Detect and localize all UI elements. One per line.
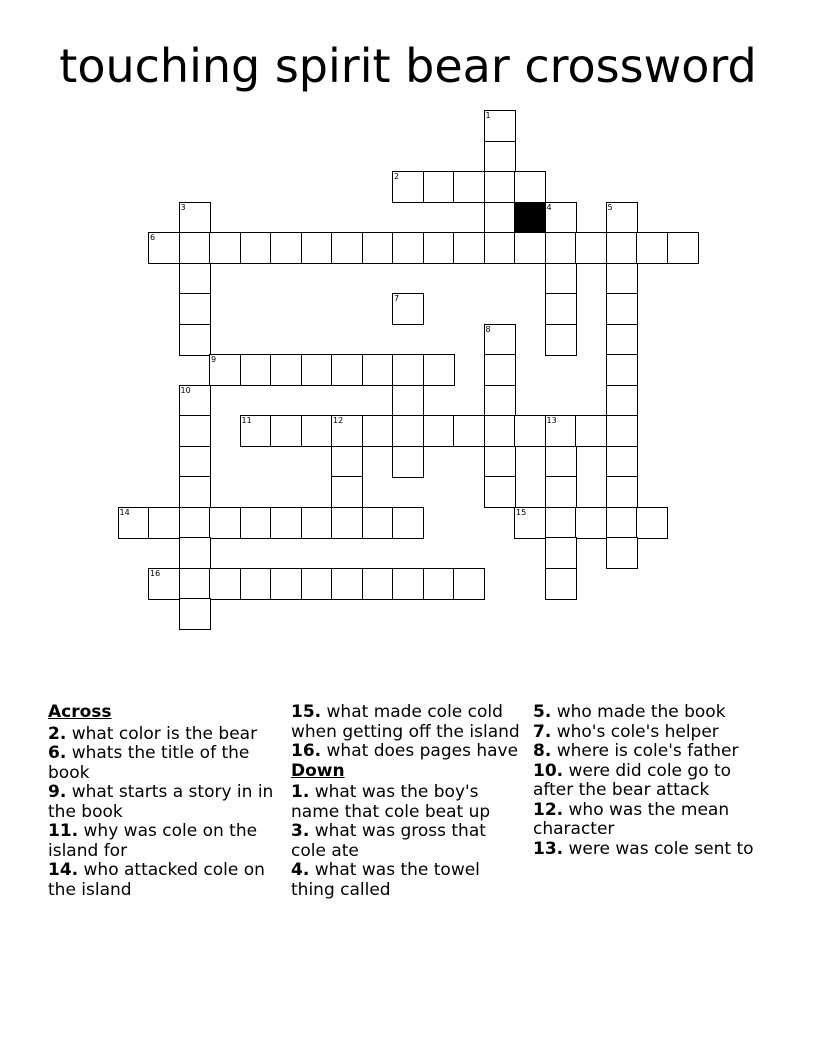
grid-cell[interactable] bbox=[484, 202, 516, 234]
clue-item bbox=[291, 783, 521, 822]
grid-cell[interactable] bbox=[148, 507, 180, 539]
grid-cell[interactable] bbox=[301, 232, 333, 264]
clue-text: what color is the bear bbox=[71, 723, 258, 744]
grid-cell[interactable] bbox=[423, 568, 455, 600]
grid-cell[interactable] bbox=[514, 232, 546, 264]
clue-number-label: 8. bbox=[533, 741, 552, 761]
clue-number-label: 14. bbox=[48, 860, 79, 880]
grid-cell[interactable] bbox=[423, 171, 455, 203]
grid-cell[interactable] bbox=[453, 232, 485, 264]
clue-number-label: 9. bbox=[48, 782, 67, 802]
grid-cell[interactable] bbox=[240, 568, 272, 600]
grid-cell[interactable] bbox=[301, 507, 333, 539]
clue-number: 8 bbox=[485, 324, 491, 334]
clue-number-label: 3. bbox=[291, 821, 310, 841]
grid-cell[interactable] bbox=[606, 446, 638, 478]
grid-cell[interactable] bbox=[179, 263, 211, 295]
grid-cell[interactable] bbox=[270, 354, 302, 386]
grid-cell[interactable] bbox=[362, 354, 394, 386]
clue-number-label: 13. bbox=[533, 838, 564, 859]
clue-item bbox=[533, 742, 773, 762]
grid-cell[interactable] bbox=[545, 324, 577, 356]
grid-cell[interactable] bbox=[270, 568, 302, 600]
grid-cell[interactable] bbox=[301, 354, 333, 386]
clue-number: 7 bbox=[394, 294, 400, 303]
grid-cell[interactable] bbox=[240, 415, 272, 447]
grid-cell[interactable] bbox=[545, 232, 577, 264]
grid-cell[interactable] bbox=[606, 293, 638, 325]
grid-cell[interactable] bbox=[423, 354, 455, 386]
clue-number-label: 11. bbox=[48, 821, 79, 841]
grid-cell[interactable] bbox=[423, 232, 455, 264]
clue-text: were did cole go to after the bear attack bbox=[533, 760, 732, 800]
clue-number-label: 12. bbox=[533, 799, 564, 820]
grid-cell[interactable] bbox=[209, 354, 241, 386]
grid-cell[interactable] bbox=[362, 232, 394, 264]
clue-number: 1 bbox=[485, 111, 491, 120]
grid-cell[interactable] bbox=[453, 171, 485, 203]
clue-number: 5 bbox=[607, 202, 613, 212]
grid-cell[interactable] bbox=[667, 232, 699, 264]
grid-cell[interactable] bbox=[453, 568, 485, 600]
grid-cell[interactable] bbox=[179, 293, 211, 325]
grid-cell[interactable] bbox=[362, 507, 394, 539]
grid-cell[interactable] bbox=[636, 507, 668, 539]
clue-number: 13 bbox=[546, 416, 557, 425]
grid-cell[interactable] bbox=[240, 507, 272, 539]
grid-cell[interactable] bbox=[270, 415, 302, 447]
grid-cell[interactable] bbox=[179, 598, 211, 630]
grid-cell[interactable] bbox=[545, 446, 577, 478]
grid-cell[interactable] bbox=[301, 415, 333, 447]
grid-cell[interactable] bbox=[179, 537, 211, 569]
grid-cell[interactable] bbox=[179, 507, 211, 539]
grid-cell[interactable] bbox=[484, 141, 516, 173]
clue-item bbox=[291, 822, 521, 861]
clue-number: 14 bbox=[119, 507, 130, 517]
grid-cell[interactable] bbox=[514, 415, 546, 447]
grid-cell[interactable] bbox=[453, 415, 485, 447]
clue-number-label: 15. bbox=[291, 702, 322, 722]
clue-text: who was the mean character bbox=[533, 799, 730, 839]
grid-cell[interactable] bbox=[545, 507, 577, 539]
grid-cell[interactable] bbox=[545, 293, 577, 325]
clue-item bbox=[533, 723, 773, 743]
clue-item bbox=[533, 703, 773, 723]
clue-number: 6 bbox=[150, 233, 156, 242]
grid-cell[interactable] bbox=[209, 568, 241, 600]
grid-cell[interactable] bbox=[484, 415, 516, 447]
grid-cell[interactable] bbox=[209, 232, 241, 264]
grid-cell[interactable] bbox=[514, 507, 546, 539]
grid-cell[interactable] bbox=[301, 568, 333, 600]
clue-number-label: 10. bbox=[533, 760, 564, 781]
grid-cell[interactable] bbox=[423, 415, 455, 447]
grid-cell[interactable] bbox=[392, 415, 424, 447]
clue-item bbox=[533, 801, 773, 840]
grid-cell[interactable] bbox=[392, 385, 424, 417]
clue-column-3 bbox=[533, 703, 773, 859]
grid-cell[interactable] bbox=[179, 568, 211, 600]
clue-text: were was cole sent to bbox=[568, 838, 754, 859]
grid-cell-blocked bbox=[514, 202, 546, 234]
page-title: touching spirit bear crossword bbox=[59, 39, 757, 93]
grid-cell[interactable] bbox=[392, 293, 424, 325]
clue-text: what was the boy's name that cole beat up bbox=[291, 782, 491, 822]
grid-cell[interactable] bbox=[484, 232, 516, 264]
grid-cell[interactable] bbox=[362, 415, 394, 447]
grid-cell[interactable] bbox=[545, 263, 577, 295]
grid-cell[interactable] bbox=[545, 568, 577, 600]
grid-cell[interactable] bbox=[606, 263, 638, 295]
grid-cell[interactable] bbox=[179, 232, 211, 264]
clue-number-label: 7. bbox=[533, 721, 552, 742]
grid-cell[interactable] bbox=[331, 446, 363, 478]
grid-cell[interactable] bbox=[636, 232, 668, 264]
clue-text: what starts a story in in the book bbox=[48, 782, 274, 822]
clue-number: 9 bbox=[211, 355, 217, 364]
grid-cell[interactable] bbox=[331, 415, 363, 447]
grid-cell[interactable] bbox=[392, 507, 424, 539]
clue-item bbox=[291, 861, 521, 900]
section-heading: Down bbox=[291, 760, 345, 781]
grid-cell[interactable] bbox=[240, 232, 272, 264]
clue-item bbox=[533, 840, 773, 860]
grid-cell[interactable] bbox=[575, 232, 607, 264]
grid-cell[interactable] bbox=[331, 507, 363, 539]
clue-number-label: 5. bbox=[533, 702, 552, 722]
grid-cell[interactable] bbox=[606, 385, 638, 417]
clue-column-2 bbox=[291, 703, 521, 900]
grid-cell[interactable] bbox=[148, 232, 180, 264]
grid-cell[interactable] bbox=[331, 476, 363, 508]
clue-text: who attacked cole on the island bbox=[48, 860, 265, 900]
grid-cell[interactable] bbox=[545, 415, 577, 447]
grid-cell[interactable] bbox=[606, 507, 638, 539]
clue-item bbox=[48, 861, 278, 900]
clue-text: what was the towel thing called bbox=[291, 860, 480, 900]
clue-text: where is cole's father bbox=[556, 741, 739, 761]
grid-cell[interactable] bbox=[209, 507, 241, 539]
grid-cell[interactable] bbox=[240, 354, 272, 386]
clue-text: who made the book bbox=[556, 702, 726, 722]
grid-cell[interactable] bbox=[270, 232, 302, 264]
clue-number: 2 bbox=[394, 172, 400, 181]
clue-number: 16 bbox=[150, 568, 161, 578]
clue-number-label: 6. bbox=[48, 743, 67, 763]
grid-cell[interactable] bbox=[484, 446, 516, 478]
grid-cell[interactable] bbox=[179, 324, 211, 356]
grid-cell[interactable] bbox=[545, 537, 577, 569]
clue-item bbox=[48, 725, 278, 745]
clue-number: 15 bbox=[516, 507, 527, 517]
clue-item bbox=[48, 822, 278, 861]
clue-item bbox=[533, 762, 773, 801]
grid-cell[interactable] bbox=[179, 415, 211, 447]
clue-text: why was cole on the island for bbox=[48, 821, 258, 861]
grid-cell[interactable] bbox=[606, 476, 638, 508]
grid-cell[interactable] bbox=[606, 415, 638, 447]
grid-cell[interactable] bbox=[148, 568, 180, 600]
grid-cell[interactable] bbox=[392, 568, 424, 600]
grid-cell[interactable] bbox=[514, 171, 546, 203]
clue-item bbox=[291, 742, 521, 762]
clue-number-label: 16. bbox=[291, 741, 322, 761]
grid-cell[interactable] bbox=[179, 446, 211, 478]
grid-cell[interactable] bbox=[545, 476, 577, 508]
grid-cell[interactable] bbox=[484, 385, 516, 417]
clue-item bbox=[48, 744, 278, 783]
grid-cell[interactable] bbox=[392, 354, 424, 386]
clue-text: who's cole's helper bbox=[556, 721, 719, 742]
clue-text: what does pages have bbox=[326, 741, 519, 761]
grid-cell[interactable] bbox=[179, 476, 211, 508]
grid-cell[interactable] bbox=[270, 507, 302, 539]
clue-item bbox=[48, 783, 278, 822]
grid-cell[interactable] bbox=[179, 202, 211, 234]
section-heading: Across bbox=[48, 702, 112, 722]
grid-cell[interactable] bbox=[484, 476, 516, 508]
grid-cell[interactable] bbox=[484, 354, 516, 386]
clue-number-label: 1. bbox=[291, 782, 310, 802]
grid-cell[interactable] bbox=[331, 232, 363, 264]
clue-number: 4 bbox=[546, 202, 552, 212]
grid-cell[interactable] bbox=[545, 202, 577, 234]
clue-number: 12 bbox=[333, 416, 344, 425]
grid-cell[interactable] bbox=[331, 568, 363, 600]
clue-column-1 bbox=[48, 703, 278, 900]
grid-cell[interactable] bbox=[575, 507, 607, 539]
grid-cell[interactable] bbox=[484, 110, 516, 142]
grid-cell[interactable] bbox=[331, 354, 363, 386]
grid-cell[interactable] bbox=[179, 385, 211, 417]
grid-cell[interactable] bbox=[606, 324, 638, 356]
grid-cell[interactable] bbox=[606, 232, 638, 264]
clue-text: what was gross that cole ate bbox=[291, 821, 486, 861]
clue-number: 11 bbox=[241, 416, 252, 425]
clue-text: whats the title of the book bbox=[48, 743, 250, 783]
grid-cell[interactable] bbox=[606, 537, 638, 569]
clue-number-label: 2. bbox=[48, 723, 67, 744]
grid-cell[interactable] bbox=[392, 232, 424, 264]
grid-cell[interactable] bbox=[484, 171, 516, 203]
grid-cell[interactable] bbox=[606, 202, 638, 234]
grid-cell[interactable] bbox=[362, 568, 394, 600]
grid-cell[interactable] bbox=[606, 354, 638, 386]
clue-item bbox=[291, 703, 521, 742]
clue-text: what made cole cold when getting off the island bbox=[291, 702, 520, 742]
grid-cell[interactable] bbox=[575, 415, 607, 447]
clue-number: 10 bbox=[180, 385, 191, 395]
grid-cell[interactable] bbox=[392, 171, 424, 203]
grid-cell[interactable] bbox=[392, 446, 424, 478]
clue-number-label: 4. bbox=[291, 860, 310, 880]
grid-cell[interactable] bbox=[484, 324, 516, 356]
grid-cell[interactable] bbox=[118, 507, 150, 539]
clue-number: 3 bbox=[180, 202, 186, 212]
